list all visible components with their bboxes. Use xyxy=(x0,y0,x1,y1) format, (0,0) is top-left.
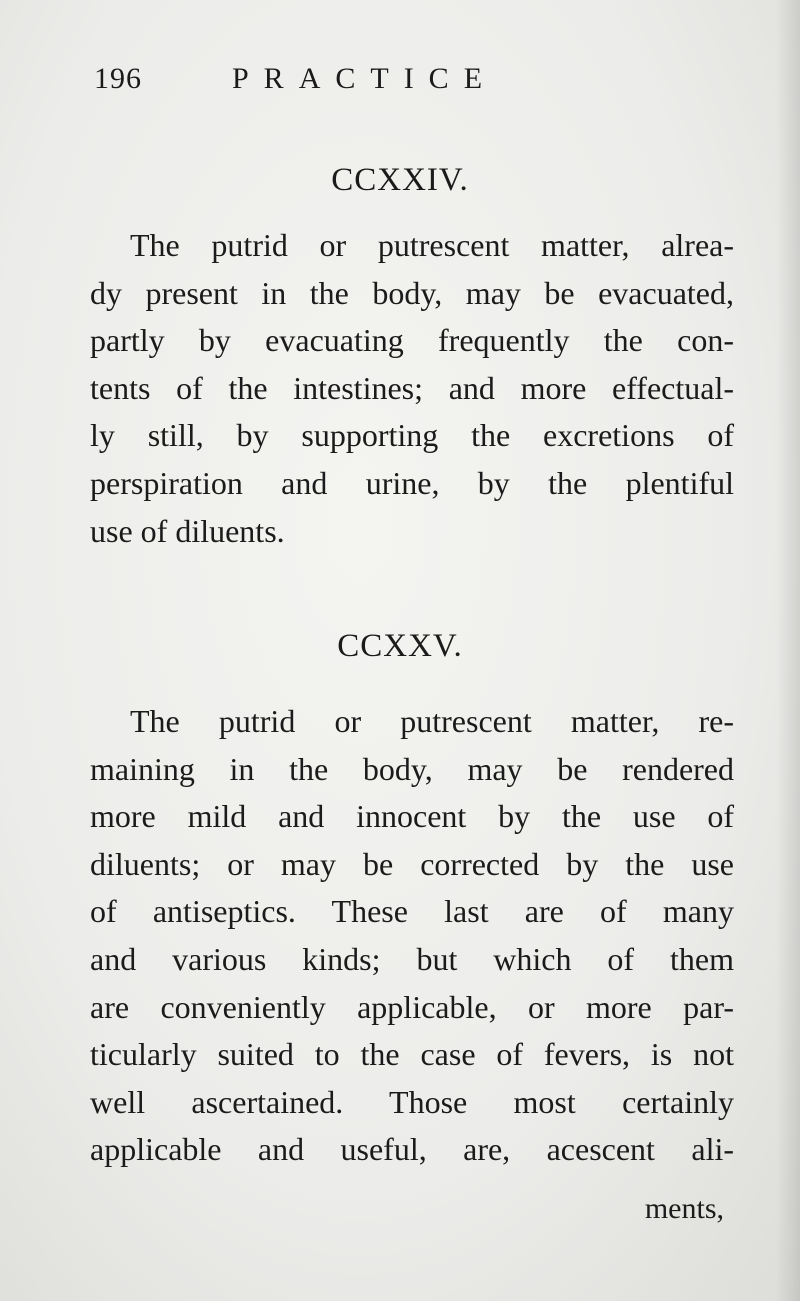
section-number: CCXXIV. xyxy=(331,162,469,198)
text-line: partly by evacuating frequently the con- xyxy=(90,322,734,359)
section-paragraph xyxy=(90,698,734,1174)
catchword: ments, xyxy=(644,1192,724,1225)
text-line: of antiseptics. These last are of many xyxy=(90,893,734,930)
text-line: perspiration and urine, by the plentiful xyxy=(90,464,734,501)
text-line: ticularly suited to the case of fevers, is not xyxy=(90,1036,734,1073)
text-line: maining in the body, may be rendered xyxy=(90,750,734,787)
section-number: CCXXV. xyxy=(337,628,463,664)
text-line: applicable and useful, are, acescent ali- xyxy=(90,1131,734,1168)
text-line: use of diluents. xyxy=(90,512,285,549)
text-line: ly still, by supporting the excretions of xyxy=(90,417,734,454)
text-line: and various kinds; but which of them xyxy=(90,940,734,977)
text-line: The putrid or putrescent matter, re- xyxy=(130,703,734,739)
running-head: PRACTICE xyxy=(232,62,498,95)
page-number: 196 xyxy=(94,62,142,95)
text-line: more mild and innocent by the use of xyxy=(90,798,734,835)
text-line: tents of the intestines; and more effectual- xyxy=(90,369,734,406)
section-paragraph xyxy=(90,222,734,555)
text-line: well ascertained. Those most certainly xyxy=(90,1083,734,1120)
text-line: dy present in the body, may be evacuated, xyxy=(90,274,734,311)
text-line: are conveniently applicable, or more par- xyxy=(90,988,734,1025)
page-header xyxy=(94,62,734,102)
text-line: diluents; or may be corrected by the use xyxy=(90,845,734,882)
text-line: The putrid or putrescent matter, alrea- xyxy=(130,227,734,263)
